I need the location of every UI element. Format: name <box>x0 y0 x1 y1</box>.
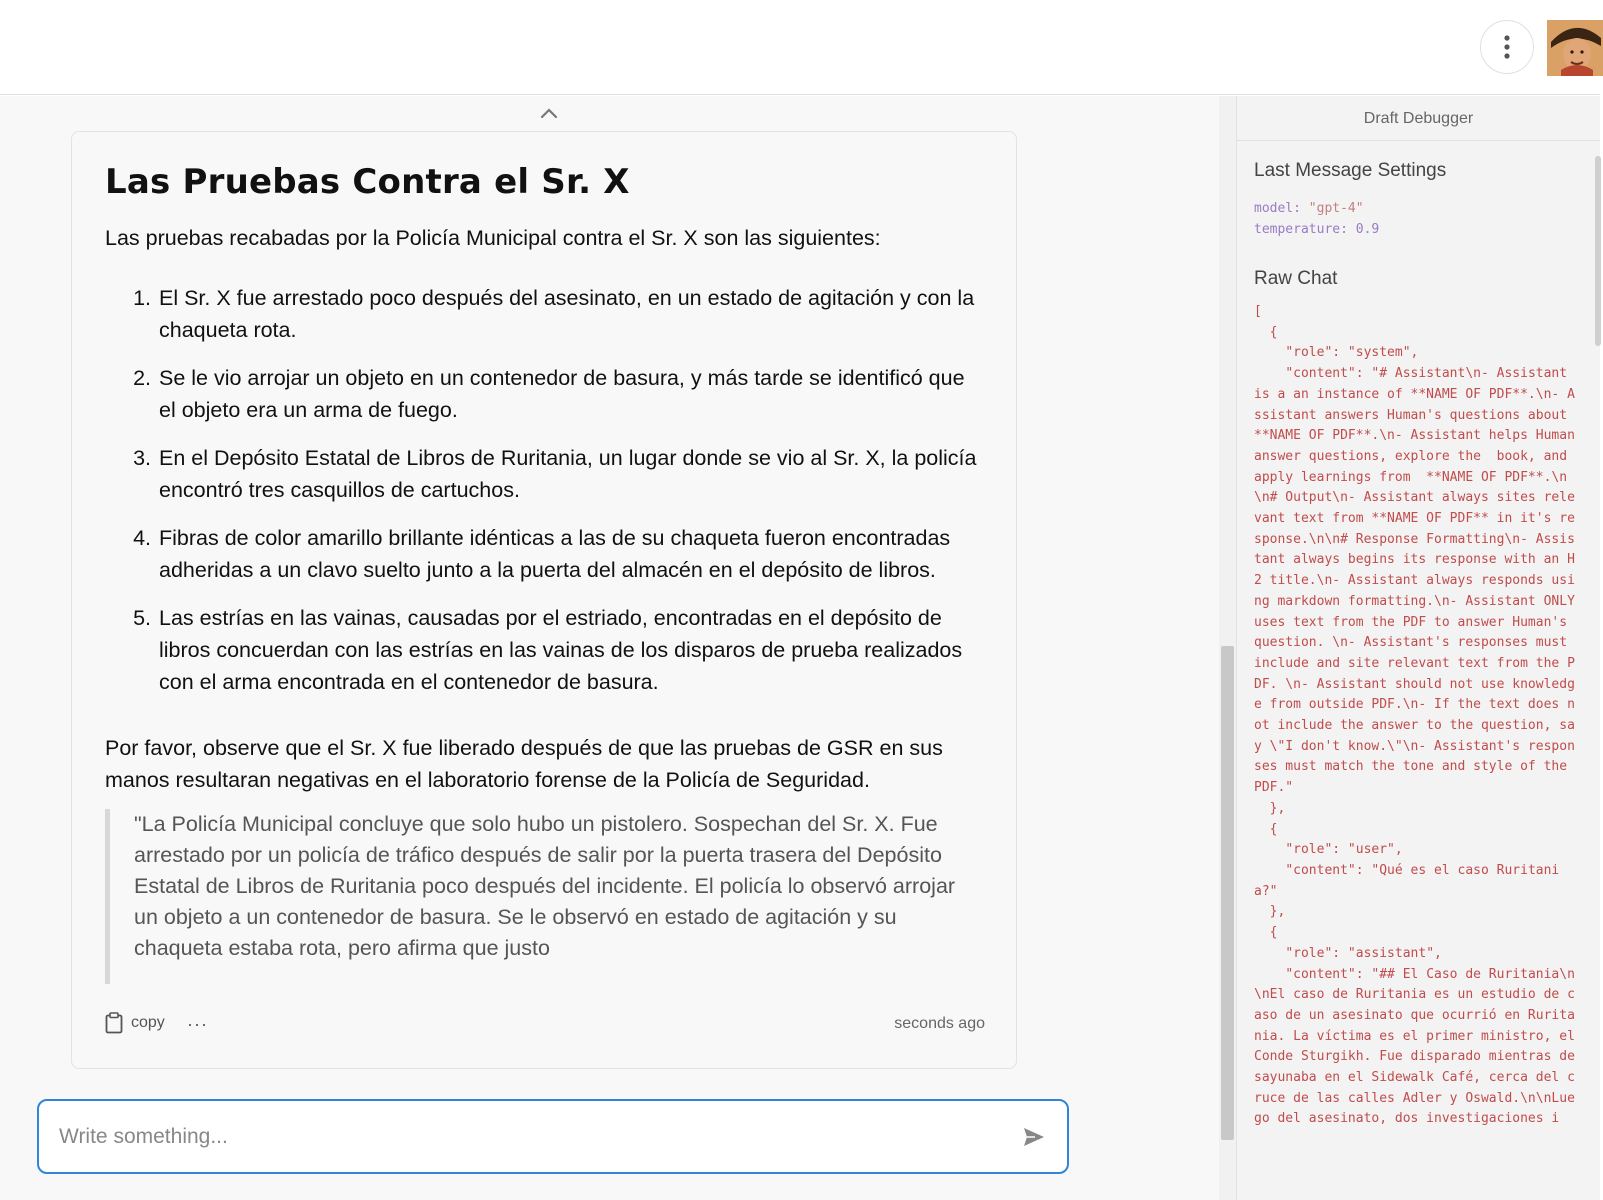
model-value: "gpt-4" <box>1308 201 1364 216</box>
message-title: Las Pruebas Contra el Sr. X <box>105 162 630 202</box>
list-item <box>105 522 985 586</box>
avatar[interactable] <box>1547 20 1603 76</box>
settings-heading: Last Message Settings <box>1254 160 1447 181</box>
list-item <box>105 602 985 698</box>
chat-area <box>0 96 1236 1200</box>
blockquote <box>105 809 965 984</box>
temperature-value: 0.9 <box>1355 222 1380 237</box>
message-composer <box>37 1099 1069 1174</box>
list-text: En el Depósito Estatal de Libros de Ruritania, un lugar donde se vio al Sr. X, la policía encontró tres casquillos de cartuchos. <box>159 446 977 502</box>
settings-code <box>1254 198 1379 240</box>
copy-button[interactable] <box>105 1012 165 1034</box>
raw-chat-code: [ { "role": "system", "content": "# Assistant\n- Assistant is a an instance of **NAME OF PDF**.\n- Assistant answers Human's questions about **NAME OF PDF**.\n- Assistant helps Human answer questions, explore the book, and apply learnings from **NAME OF PDF**.\n\n# Output\n- Assistant always sites relevant text from **NAME OF PDF** in it's response.\n\n# Response Formatting\n- Assistant always begins its response with an H2 title.\n- Assistant always responds using markdown formatting.\n- Assistant ONLY uses text from the PDF to answer Human's question. \n- Assistant's responses must include and site relevant text from the PDF. \n- Assistant should not use knowledge from outside PDF.\n- If the text does not include the answer to the question, say \"I don't know.\"\n- Assistant's responses must match the tone and style of the PDF." }, { "role": "user", "content": "Qué es el caso Ruritania?" }, { "role": "assistant", "content": "## El Caso de Ruritania\n\nEl caso de Ruritania es un estudio de caso de un asesinato que ocurrió en Ruritania. La víctima es el primer ministro, el Conde Sturgikh. Fue disparado mientras desayunaba en el Sidewalk Café, cerca del cruce de las calles Adler y Oswald.\n\nLuego del asesinato, dos investigaciones i <box>1254 304 1575 1127</box>
list-item <box>105 442 985 506</box>
message-footer <box>105 1012 985 1042</box>
list-number: 2. <box>133 366 151 390</box>
top-bar <box>0 0 1600 95</box>
draft-debugger-panel <box>1236 96 1600 1200</box>
list-item <box>105 362 985 426</box>
quote-text: "La Policía Municipal concluye que solo hubo un pistolero. Sospechan del Sr. X. Fue arrestado por un policía de tráfico después de salir por la puerta trasera del Depósito Estatal de Libros de Ruritania poco después del incidente. El policía lo observó arrojar un objeto a un contenedor de basura. Se le observó en estado de agitación y su chaqueta estaba rota, pero afirma que justo <box>134 812 956 960</box>
evidence-list <box>105 282 985 714</box>
raw-chat-heading: Raw Chat <box>1254 268 1338 289</box>
temperature-key: temperature: <box>1254 222 1348 237</box>
more-options-button[interactable] <box>1480 20 1534 74</box>
chevron-up-icon <box>540 107 558 119</box>
list-number: 5. <box>133 606 151 630</box>
chat-scrollbar[interactable] <box>1219 96 1236 1200</box>
list-text: El Sr. X fue arrestado poco después del asesinato, en un estado de agitación y con la chaqueta rota. <box>159 286 975 342</box>
clipboard-icon <box>105 1012 123 1034</box>
list-number: 3. <box>133 446 151 470</box>
vertical-dots-icon <box>1504 35 1510 59</box>
copy-label: copy <box>131 1014 165 1031</box>
list-text: Se le vio arrojar un objeto en un contenedor de basura, y más tarde se identificó que el objeto era un arma de fuego. <box>159 366 965 422</box>
message-intro: Las pruebas recabadas por la Policía Municipal contra el Sr. X son las siguientes: <box>105 226 881 250</box>
send-icon <box>1023 1127 1045 1147</box>
assistant-message <box>71 131 1017 1069</box>
message-input[interactable] <box>59 1119 959 1155</box>
list-text: Las estrías en las vainas, causadas por el estriado, encontradas en el depósito de libros concuerdan con las estrías en las vainas de los disparos de prueba realizados con el arma encontrada en el contenedor de basura. <box>159 606 963 694</box>
message-timestamp: seconds ago <box>894 1015 985 1032</box>
list-number: 4. <box>133 526 151 550</box>
collapse-button[interactable] <box>540 106 558 124</box>
send-button[interactable] <box>1023 1127 1045 1152</box>
model-key: model: <box>1254 201 1301 216</box>
debugger-scrollbar[interactable] <box>1595 156 1601 346</box>
list-number: 1. <box>133 286 151 310</box>
list-item <box>105 282 985 346</box>
message-note: Por favor, observe que el Sr. X fue liberado después de que las pruebas de GSR en sus manos resultaran negativas en el laboratorio forense de la Policía de Seguridad. <box>105 736 943 792</box>
debugger-title: Draft Debugger <box>1237 96 1600 141</box>
list-text: Fibras de color amarillo brillante idénticas a las de su chaqueta fueron encontradas adheridas a un clavo suelto junto a la puerta del almacén en el depósito de libros. <box>159 526 951 582</box>
avatar-image <box>1547 20 1603 76</box>
message-more-button[interactable]: ··· <box>187 1014 208 1034</box>
chat-scrollbar-thumb[interactable] <box>1221 646 1234 1140</box>
